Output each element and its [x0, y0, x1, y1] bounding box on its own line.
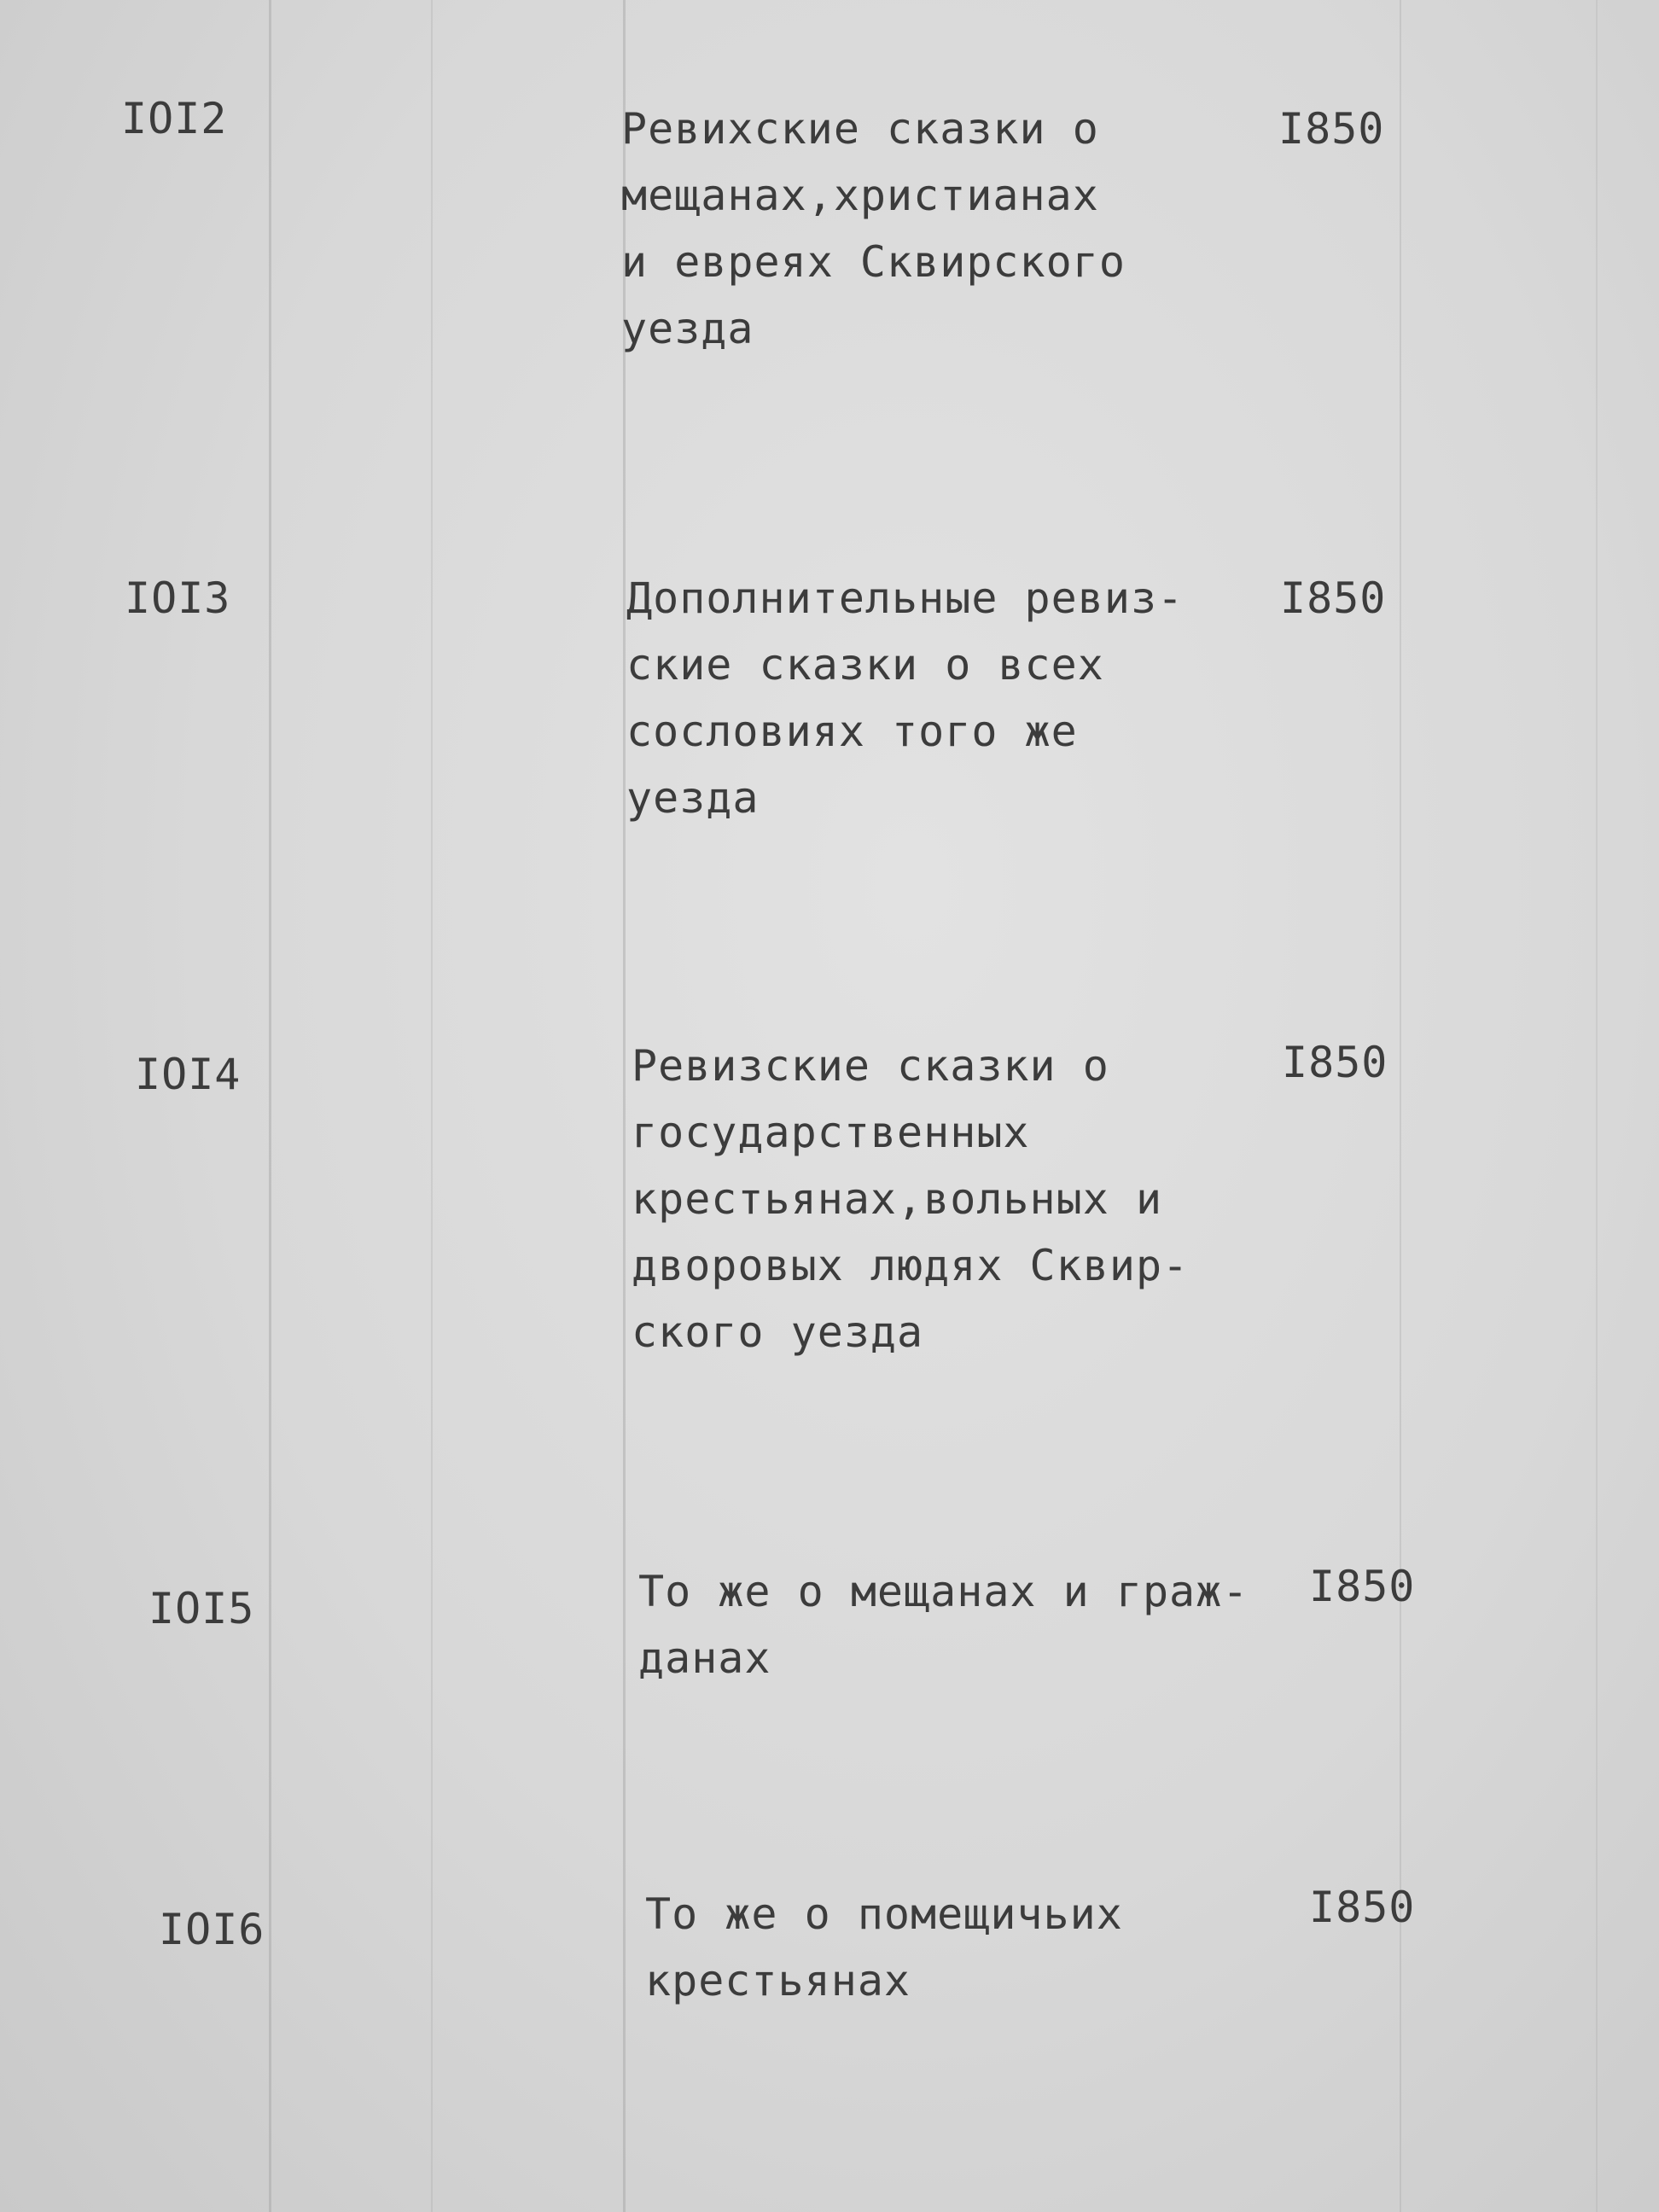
- description-line: уезда: [621, 304, 754, 353]
- item-year: I850: [1282, 1038, 1388, 1087]
- description-line: Дополнительные ревиз-: [626, 573, 1185, 623]
- item-year: I850: [1309, 1562, 1416, 1611]
- item-description: [626, 565, 1184, 831]
- item-year: I850: [1280, 573, 1387, 623]
- item-number: IOI6: [159, 1905, 265, 1954]
- description-line: дворовых людях Сквир-: [632, 1241, 1190, 1290]
- description-line: крестьянах: [645, 1956, 911, 2005]
- column-rule: [269, 0, 271, 2212]
- item-number: IOI5: [148, 1584, 255, 1633]
- item-description: [638, 1558, 1249, 1691]
- description-line: данах: [638, 1633, 771, 1683]
- description-line: уезда: [626, 773, 760, 823]
- description-line: крестьянах,вольных и: [632, 1174, 1163, 1224]
- description-line: Ревихские сказки о: [621, 104, 1099, 154]
- item-year: I850: [1278, 104, 1385, 154]
- column-rule: [431, 0, 433, 2212]
- description-line: сословиях того же: [626, 707, 1078, 756]
- description-line: и евреях Сквирского: [621, 237, 1126, 287]
- description-line: Ревизские сказки о: [632, 1041, 1109, 1091]
- item-description: [645, 1881, 1123, 2014]
- column-rule: [1596, 0, 1598, 2212]
- description-line: мещанах,христианах: [621, 171, 1099, 220]
- description-line: ские сказки о всех: [626, 640, 1104, 690]
- item-number: IOI3: [125, 573, 231, 623]
- description-line: ского уезда: [632, 1307, 924, 1357]
- item-description: [621, 96, 1126, 362]
- description-line: государственных: [632, 1108, 1030, 1157]
- item-year: I850: [1309, 1883, 1416, 1932]
- description-line: То же о мещанах и граж-: [638, 1567, 1249, 1616]
- item-description: [632, 1033, 1189, 1365]
- description-line: То же о помещичьих: [645, 1889, 1123, 1939]
- item-number: IOI4: [135, 1050, 242, 1099]
- item-number: IOI2: [121, 94, 228, 143]
